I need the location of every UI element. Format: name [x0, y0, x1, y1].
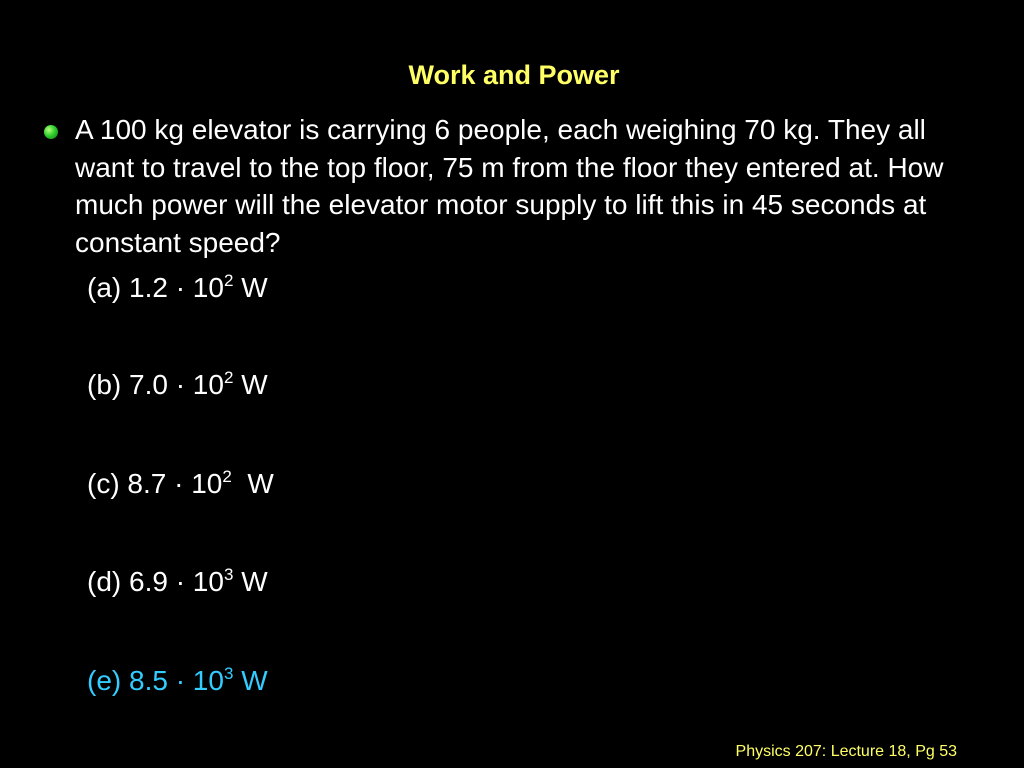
option-b-unit: W [233, 369, 268, 400]
option-b-text: (b) 7.0 · 10 [87, 369, 224, 400]
slide-footer: Physics 207: Lecture 18, Pg 53 [735, 743, 957, 760]
option-a-text: (a) 1.2 · 10 [87, 272, 224, 303]
option-b-exponent: 2 [223, 368, 234, 387]
option-c [87, 467, 274, 505]
option-e-correct [87, 664, 268, 702]
option-d-unit: W [233, 566, 268, 597]
option-c-unit: W [231, 468, 274, 499]
option-a-unit: W [233, 272, 268, 303]
green-bullet-icon [44, 125, 58, 139]
option-e-unit: W [233, 665, 268, 696]
question-text: A 100 kg elevator is carrying 6 people, each weighing 70 kg. They all want to travel to the top floor, 75 m from the floor they entered at. How much power will the elevator motor supply to lift this in 45 seconds at constant speed? [75, 114, 944, 258]
option-c-text: (c) 8.7 · 10 [87, 468, 223, 499]
option-d [87, 565, 268, 603]
option-e-text: (e) 8.5 · 10 [87, 665, 224, 696]
option-a [87, 271, 268, 309]
option-b [87, 368, 268, 406]
slide-title: Work and Power [408, 60, 620, 90]
option-c-exponent: 2 [222, 467, 232, 486]
option-d-text: (d) 6.9 · 10 [87, 566, 224, 597]
option-d-exponent: 3 [223, 565, 234, 584]
option-e-exponent: 3 [223, 664, 234, 683]
option-a-exponent: 2 [223, 271, 234, 290]
